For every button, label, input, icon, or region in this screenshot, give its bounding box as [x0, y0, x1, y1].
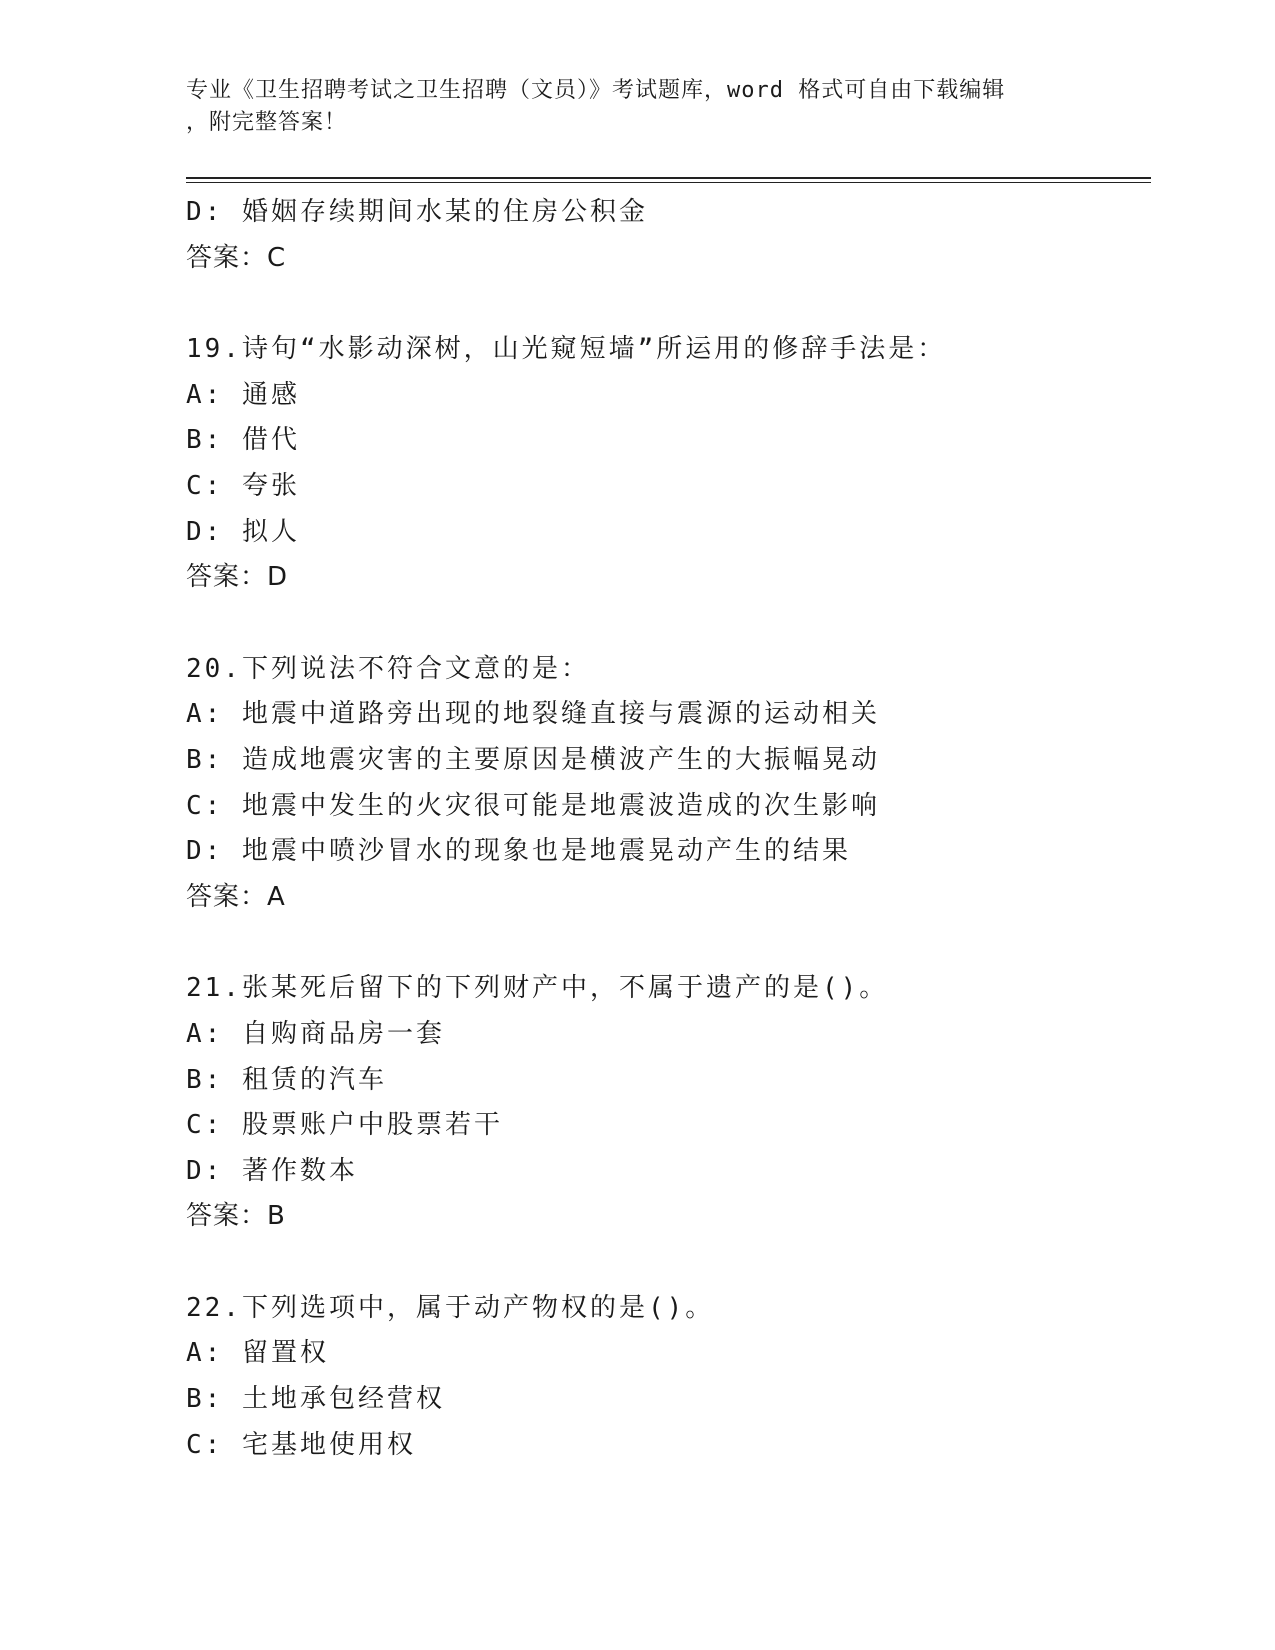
question-list	[186, 190, 1146, 1468]
header-line-1: 专业《卫生招聘考试之卫生招聘（文员）》考试题库，word 格式可自由下载编辑	[186, 78, 1006, 103]
header-divider-thick	[186, 177, 1151, 179]
header-line-2: ，附完整答案！	[186, 110, 348, 135]
option-b: B: 租赁的汽车	[186, 1064, 387, 1095]
option-d: D: 著作数本	[186, 1155, 358, 1186]
option-b: B: 借代	[186, 425, 300, 456]
option-c: C: 宅基地使用权	[186, 1429, 416, 1460]
question-stem: 19.诗句“水影动深树，山光窥短墙”所运用的修辞手法是：	[186, 334, 947, 365]
option-d: D: 拟人	[186, 516, 300, 547]
header-divider-thin	[186, 182, 1151, 183]
option-a: A: 通感	[186, 379, 300, 410]
answer: 答案：C	[186, 242, 287, 273]
option-c: C: 夸张	[186, 470, 300, 501]
option-a: A: 地震中道路旁出现的地裂缝直接与震源的运动相关	[186, 699, 880, 730]
option-b: B: 土地承包经营权	[186, 1384, 445, 1415]
document-header	[186, 75, 1086, 139]
option-a: A: 自购商品房一套	[186, 1018, 445, 1049]
answer: 答案：A	[186, 881, 286, 912]
option-c: C: 地震中发生的火灾很可能是地震波造成的次生影响	[186, 790, 880, 821]
question-stem: 21.张某死后留下的下列财产中，不属于遗产的是()。	[186, 973, 889, 1004]
answer: 答案：B	[186, 1201, 286, 1232]
question-stem: 22.下列选项中，属于动产物权的是()。	[186, 1292, 715, 1323]
option-c: C: 股票账户中股票若干	[186, 1110, 503, 1141]
answer: 答案：D	[186, 562, 289, 593]
option-b: B: 造成地震灾害的主要原因是横波产生的大振幅晃动	[186, 744, 880, 775]
question-stem: 20.下列说法不符合文意的是：	[186, 653, 590, 684]
option-d: D: 婚姻存续期间水某的住房公积金	[186, 197, 648, 227]
option-d: D: 地震中喷沙冒水的现象也是地震晃动产生的结果	[186, 836, 851, 867]
option-a: A: 留置权	[186, 1338, 329, 1369]
